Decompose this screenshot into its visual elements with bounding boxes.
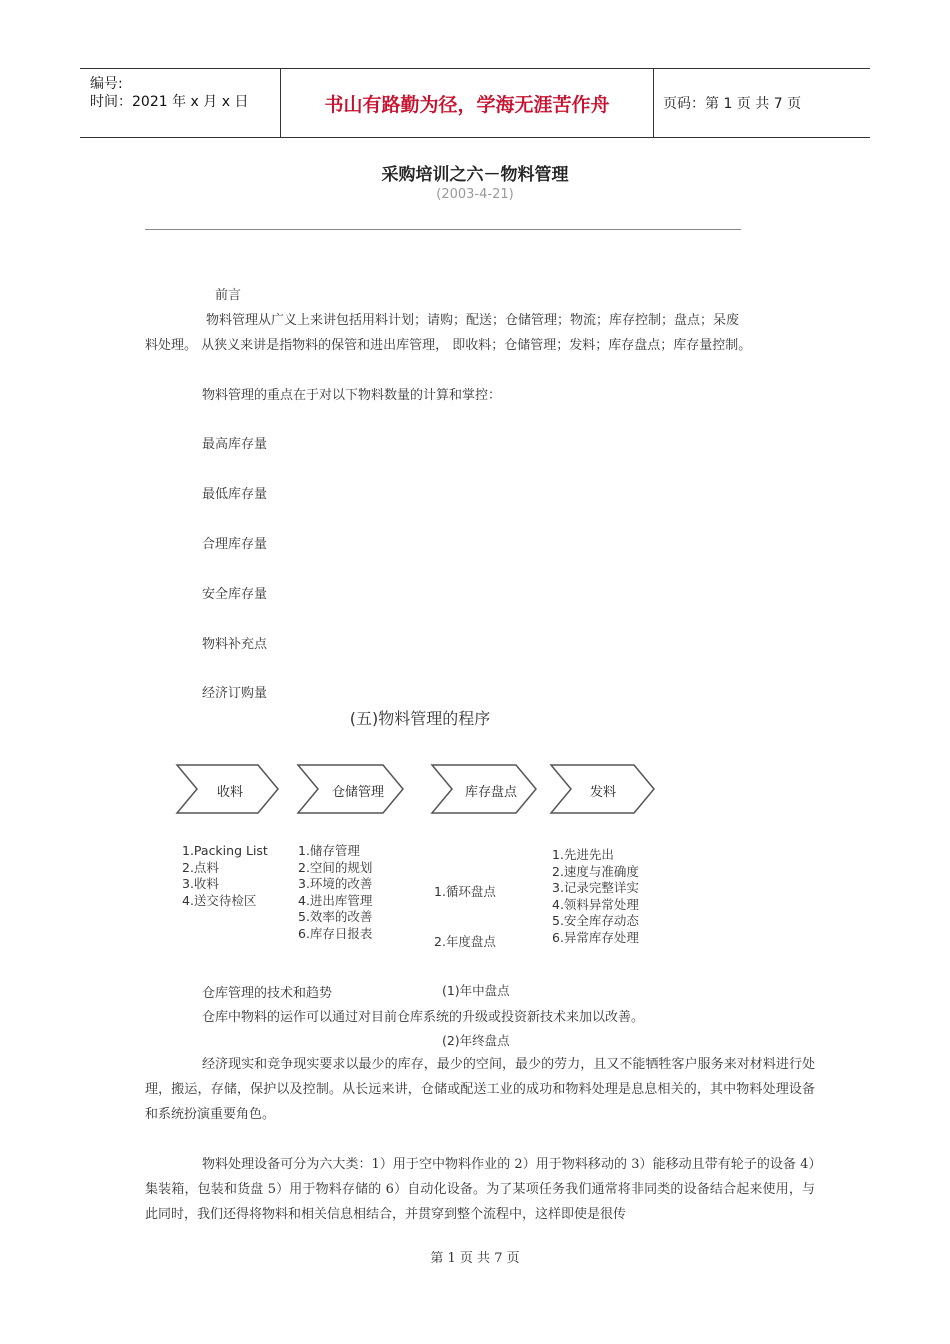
diagram-title: (五)物料管理的程序 [349, 709, 491, 728]
paragraph: 物料处理设备可分为六大类：1）用于空中物料作业的 2）用于物料移动的 3）能移动且带有轮子的设备 4）集装箱，包装和货盘 5）用于物料存储的 6）自动化设备。为了某项任务我们通常将非同类的设备结合起来使用，与此同时，我们还得将物料和相关信息相结合，并贯穿到整个流程中，这样即使是很传 [145, 1157, 815, 1222]
list-item: 2.点料 [182, 859, 219, 875]
list-item: 2.速度与准确度 [552, 863, 639, 879]
header-motto-cell [280, 69, 654, 137]
list-item: 1.Packing List [182, 843, 268, 858]
header-page-cell [653, 69, 870, 137]
list-item: 合理库存量 [202, 537, 268, 552]
step-list-4 [552, 847, 639, 946]
list-item: 最低库存量 [202, 487, 268, 502]
list-item: 6.库存日报表 [298, 925, 373, 941]
divider [145, 229, 741, 230]
step-label: 库存盘点 [464, 785, 517, 800]
page-title: 采购培训之六－物料管理 [381, 165, 569, 185]
list-item: 1.循环盘点 [434, 884, 496, 899]
list-item: 1.先进先出 [552, 847, 614, 862]
section-line: 仓库中物料的运作可以通过对目前仓库系统的升级或投资新技术来加以改善。 [202, 1010, 645, 1025]
intro-line-1: 物料管理从广义上来讲包括用料计划；请购；配送；仓储管理；物流；库存控制；盘点；呆废 [206, 313, 740, 328]
motto-text: 书山有路勤为径，学海无涯苦作舟 [324, 93, 610, 116]
list-item: 3.记录完整详实 [552, 880, 639, 895]
list-item: 6.异常库存处理 [552, 929, 639, 945]
list-item: 3.收料 [182, 876, 219, 891]
preface-heading: 前言 [215, 288, 242, 303]
list-item: (2)年终盘点 [434, 1032, 510, 1048]
time-label: 时间：2021 年 x 月 x 日 [90, 94, 249, 110]
list-item: 5.安全库存动态 [552, 913, 639, 928]
step-label: 发料 [589, 785, 616, 800]
list-item: 5.效率的改善 [298, 909, 373, 924]
page-footer: 第 1 页 共 7 页 [430, 1251, 520, 1266]
paragraph: 经济现实和竞争现实要求以最少的库存，最少的空间，最少的劳力，且又不能牺牲客户服务来对材料进行处理，搬运，存储，保护以及控制。从长远来讲，仓储或配送工业的成功和物料处理是息息相关的，其中物料处理设备和系统扮演重要角色。 [145, 1057, 815, 1122]
step-label: 收料 [216, 785, 243, 800]
header-meta [80, 69, 280, 137]
list-item: 4.送交待检区 [182, 892, 257, 908]
step-list-2 [298, 843, 372, 942]
step-label: 仓储管理 [331, 785, 384, 800]
list-item: 最高库存量 [202, 437, 268, 452]
list-item: 2.空间的规划 [298, 859, 373, 875]
page-info: 页码：第 1 页 共 7 页 [663, 96, 802, 112]
publish-date: (2003-4-21) [436, 187, 514, 202]
list-item: (1)年中盘点 [434, 983, 510, 998]
list-item: 3.环境的改善 [298, 876, 373, 891]
list-item: 经济订购量 [202, 686, 268, 701]
step-list-3 [434, 851, 510, 1082]
intro-line-2: 料处理。 从狭义来讲是指物料的保管和进出库管理， 即收料；仓储管理；发料；库存盘点；库存量控制。 [145, 338, 752, 353]
list-item: 1.储存管理 [298, 843, 360, 858]
list-item: 安全库存量 [202, 587, 268, 602]
number-label: 编号: [90, 76, 123, 92]
list-item: 2.年度盘点 [434, 933, 496, 949]
step-list-1 [182, 843, 268, 909]
focus-text: 物料管理的重点在于对以下物料数量的计算和掌控： [202, 388, 502, 403]
document-header [80, 68, 870, 138]
section-heading: 仓库管理的技术和趋势 [202, 986, 333, 1001]
list-item: 物料补充点 [202, 637, 268, 652]
list-item: 4.进出库管理 [298, 892, 373, 908]
list-item: 4.领料异常处理 [552, 896, 639, 912]
